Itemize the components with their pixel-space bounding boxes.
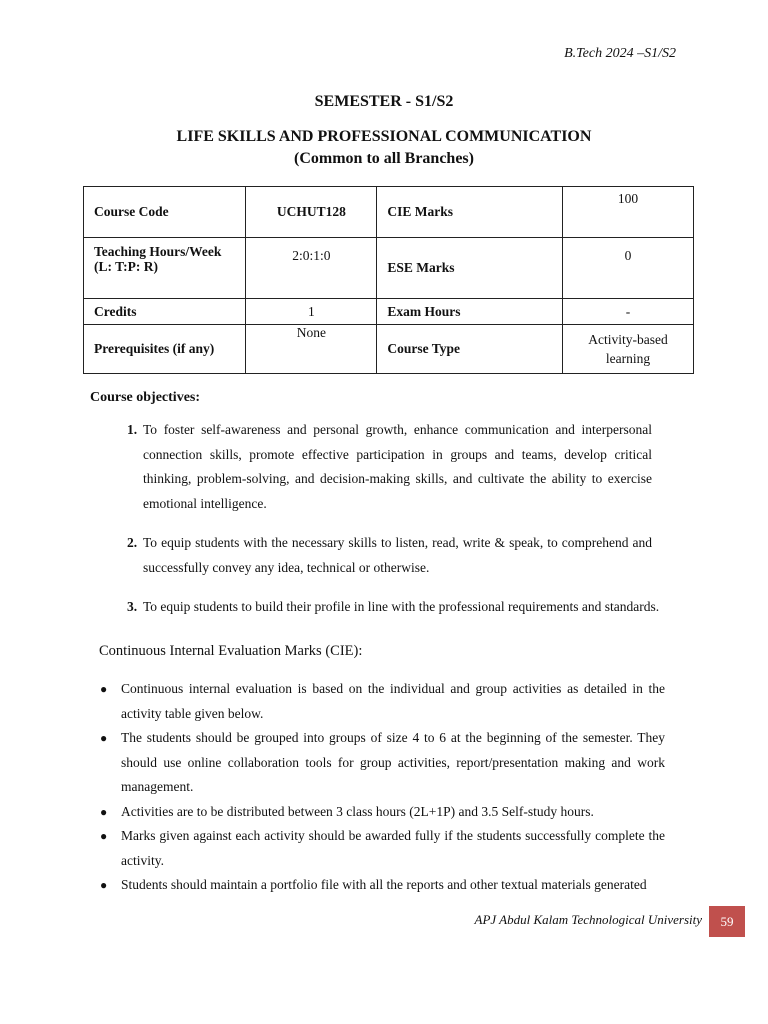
table-row — [84, 299, 694, 325]
objective-item — [124, 531, 652, 580]
course-code-value: UCHUT128 — [246, 187, 377, 238]
cie-bullet-list — [100, 677, 665, 898]
bullet-text: The students should be grouped into groups of size 4 to 6 at the beginning of the semester. They should use online collaboration tools for group activities, report/presentation making and work management. — [121, 730, 665, 794]
bullet-icon: ● — [100, 804, 108, 819]
teaching-hours-label: Teaching Hours/Week (L: T:P: R) — [84, 238, 246, 299]
prerequisites-label: Prerequisites (if any) — [84, 325, 246, 374]
objective-item — [124, 418, 652, 516]
bullet-text: Students should maintain a portfolio file with all the reports and other textual materials generated — [121, 877, 647, 892]
objectives-list — [124, 418, 660, 635]
bullet-icon: ● — [100, 878, 108, 892]
bullet-icon: ● — [100, 731, 108, 745]
list-item — [100, 873, 665, 898]
semester-title: SEMESTER - S1/S2 — [314, 93, 454, 110]
cie-heading: Continuous Internal Evaluation Marks (CIE): — [99, 643, 363, 659]
list-item — [100, 726, 665, 800]
bullet-icon: ● — [100, 829, 108, 843]
bullet-text: Continuous internal evaluation is based on the individual and group activities as detailed in the activity table given below. — [121, 681, 665, 721]
exam-hours-value: - — [562, 299, 693, 325]
course-title: LIFE SKILLS AND PROFESSIONAL COMMUNICATION — [176, 128, 592, 145]
table-row — [84, 325, 694, 374]
credits-label: Credits — [84, 299, 246, 325]
objective-number: 1. — [127, 422, 138, 437]
table-row — [84, 238, 694, 299]
objectives-heading: Course objectives: — [90, 390, 201, 405]
table-row — [84, 187, 694, 238]
course-subtitle: (Common to all Branches) — [294, 150, 474, 167]
course-details-table — [83, 186, 694, 374]
course-title-block — [0, 126, 768, 170]
exam-hours-label: Exam Hours — [377, 299, 563, 325]
cie-marks-label: CIE Marks — [377, 187, 563, 238]
credits-value: 1 — [246, 299, 377, 325]
page-number-badge: 59 — [709, 906, 745, 937]
teaching-hours-value: 2:0:1:0 — [246, 238, 377, 299]
course-type-label: Course Type — [377, 325, 563, 374]
bullet-icon: ● — [100, 682, 108, 696]
objective-text: To equip students with the necessary skills to listen, read, write & speak, to comprehend and successfully convey any idea, technical or otherwise. — [143, 535, 652, 575]
program-header: B.Tech 2024 –S1/S2 — [564, 46, 676, 61]
objective-number: 2. — [127, 535, 138, 550]
ese-marks-label: ESE Marks — [377, 238, 563, 299]
cie-marks-value: 100 — [562, 187, 693, 238]
course-type-value: Activity-based learning — [562, 325, 693, 374]
objective-text: To foster self-awareness and personal growth, enhance communication and interpersonal connection skills, promote effective participation in groups and teams, develop critical thinking, problem-solving, and decision-making skills, and cultivate the ability to exercise emotional intelligence. — [143, 422, 652, 511]
ese-marks-value: 0 — [562, 238, 693, 299]
course-code-label: Course Code — [84, 187, 246, 238]
footer-university: APJ Abdul Kalam Technological University — [474, 912, 702, 927]
list-item — [100, 824, 665, 873]
objective-item — [124, 595, 703, 620]
list-item — [100, 677, 665, 726]
bullet-text: Marks given against each activity should be awarded fully if the students successfully complete the activity. — [121, 828, 665, 868]
list-item — [100, 800, 665, 825]
objective-number: 3. — [127, 599, 138, 614]
objective-text: To equip students to build their profile in line with the professional requirements and standards. — [143, 599, 660, 614]
prerequisites-value: None — [246, 325, 377, 374]
bullet-text: Activities are to be distributed between 3 class hours (2L+1P) and 3.5 Self-study hours. — [121, 803, 594, 819]
